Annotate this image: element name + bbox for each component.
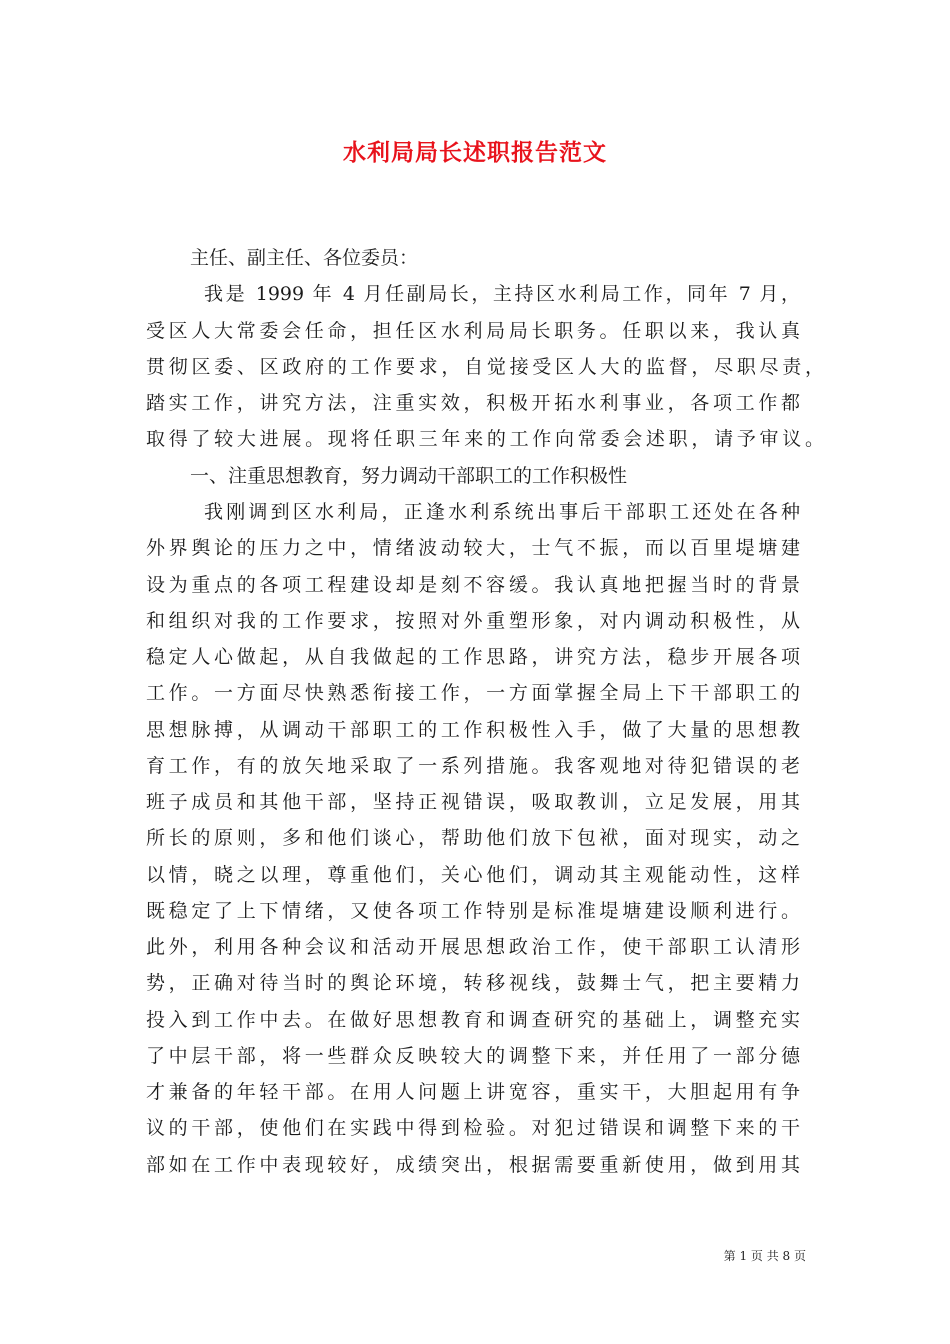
- paragraph-2-line-18: 议的干部，使他们在实践中得到检验。对犯过错误和调整下来的干: [146, 1117, 800, 1139]
- section-1-heading: 一、注重思想教育，努力调动干部职工的工作积极性: [190, 465, 628, 487]
- paragraph-2-line-17: 才兼备的年轻干部。在用人问题上讲宽容，重实干，大胆起用有争: [146, 1081, 800, 1103]
- paragraph-1-line-4: 踏实工作，讲究方法，注重实效，积极开拓水利事业，各项工作都: [146, 392, 800, 414]
- paragraph-2-line-6: 工作。一方面尽快熟悉衔接工作，一方面掌握全局上下干部职工的: [146, 682, 800, 704]
- paragraph-2-line-8: 育工作，有的放矢地采取了一系列措施。我客观地对待犯错误的老: [146, 755, 800, 777]
- paragraph-2-line-13: 此外，利用各种会议和活动开展思想政治工作，使干部职工认清形: [146, 936, 800, 958]
- paragraph-2-line-10: 所长的原则，多和他们谈心，帮助他们放下包袱，面对现实，动之: [146, 827, 800, 849]
- paragraph-2-line-5: 稳定人心做起，从自我做起的工作思路，讲究方法，稳步开展各项: [146, 646, 800, 668]
- paragraph-2-line-3: 设为重点的各项工程建设却是刻不容缓。我认真地把握当时的背景: [146, 574, 800, 596]
- paragraph-1-line-1: 我是 1999 年 4 月任副局长，主持区水利局工作，同年 7 月，: [204, 283, 800, 305]
- paragraph-2-line-11: 以情，晓之以理，尊重他们，关心他们，调动其主观能动性，这样: [146, 864, 800, 886]
- salutation: 主任、副主任、各位委员：: [190, 247, 419, 269]
- paragraph-1-line-2: 受区人大常委会任命，担任区水利局局长职务。任职以来，我认真: [146, 320, 800, 342]
- paragraph-2-line-15: 投入到工作中去。在做好思想教育和调查研究的基础上，调整充实: [146, 1009, 800, 1031]
- paragraph-2-line-9: 班子成员和其他干部，坚持正视错误，吸取教训，立足发展，用其: [146, 791, 800, 813]
- paragraph-2-line-16: 了中层干部，将一些群众反映较大的调整下来，并任用了一部分德: [146, 1045, 800, 1067]
- paragraph-1-line-5: 取得了较大进展。现将任职三年来的工作向常委会述职，请予审议。: [146, 428, 824, 450]
- paragraph-1-line-3: 贯彻区委、区政府的工作要求，自觉接受区人大的监督，尽职尽责，: [146, 356, 824, 378]
- paragraph-2-line-19: 部如在工作中表现较好，成绩突出，根据需要重新使用，做到用其: [146, 1154, 800, 1176]
- paragraph-2-line-12: 既稳定了上下情绪，又使各项工作特别是标准堤塘建设顺利进行。: [146, 900, 800, 922]
- paragraph-2-line-4: 和组织对我的工作要求，按照对外重塑形象，对内调动积极性，从: [146, 610, 800, 632]
- paragraph-2-line-1: 我刚调到区水利局，正逢水利系统出事后干部职工还处在各种: [204, 501, 800, 523]
- paragraph-2-line-7: 思想脉搏，从调动干部职工的工作积极性入手，做了大量的思想教: [146, 719, 800, 741]
- paragraph-2-line-14: 势，正确对待当时的舆论环境，转移视线，鼓舞士气，把主要精力: [146, 972, 800, 994]
- paragraph-2-line-2: 外界舆论的压力之中，情绪波动较大，士气不振，而以百里堤塘建: [146, 537, 800, 559]
- document-title: 水利局局长述职报告范文: [343, 139, 607, 166]
- page-indicator: 第 1 页 共 8 页: [723, 1249, 806, 1263]
